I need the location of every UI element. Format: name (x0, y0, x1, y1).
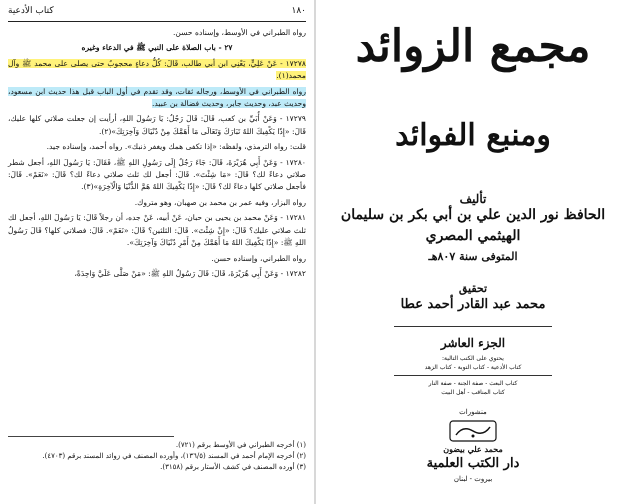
contents-note: يحتوي على الكتب التالية: (442, 355, 504, 362)
highlight-yellow: ١٧٢٧٨ - عَنْ عَلِيٍّ، يَعْنِي ابن أبي طالب، قَالَ: كُلُّ دعاءٍ محجوبٌ حتى يصلى على محمد ﷺ وآل محمد(١). (8, 58, 306, 81)
header-rule (8, 21, 306, 22)
chapter-heading: ٢٧ - باب الصلاة على النبي ﷺ في الدعاء وغيره (81, 43, 233, 53)
book-subtitle: ومنبع الفوائد (395, 118, 551, 153)
divider (394, 375, 552, 376)
contents-note: كتاب البعث - صفة الجنة - صفة النار (428, 380, 518, 387)
author-name: الحافظ نور الدين علي بن أبي بكر بن سليمان (340, 207, 606, 223)
volume-label: الجزء العاشر (440, 336, 506, 350)
hadith-17278 (8, 58, 306, 83)
hadith-17282: ١٧٢٨٢ - وَعَنْ أَبِي هُرَيْرَةَ، قَالَ: قَالَ رَسُولُ اللهِ ﷺ: «مَنْ صَلَّى عَلَيَّ وَاحِدَةً، (74, 268, 306, 278)
editor-label: تحقيق (458, 282, 488, 295)
running-title: كتاب الأدعية (8, 6, 54, 16)
footnote-rule (8, 436, 174, 437)
hadith-17280: ١٧٢٨٠ - وَعَنْ أَبِي هُرَيْرَةَ، قَالَ: جَاءَ رَجُلٌ إِلَى رَسُولِ اللهِ ﷺ، فَقَالَ: يَا رَسُولَ اللهِ، أجعل شطر صلاتي دعاءً لك؟ قَالَ: «مَا شِئْتَ». قَالَ: أجعل لك ثلث صلاتي دعاءً لك؟ قَالَ: «نَعَمْ». قَالَ: فأجعل صلاتي كلها دعاءً لك؟ قَالَ: «إِذًا يَكْفِيكَ اللهُ هَمَّ الدُّنْيَا وَالْآخِرَةِ»(٣). (8, 157, 306, 192)
death-date: المتوفى سنة ٨٠٧هـ (428, 250, 518, 263)
footnote: (٢) أخرجه الإمام أحمد في المسند (١٣٦/٥)، وأورده المصنف في زوائد المسند برقم (٤٧٠٣). (42, 452, 306, 460)
highlight-blue: رواه الطبراني في الأوسط، ورجاله ثقات، وقد تقدم في أول الباب قبل هذا حديث ابن مسعود، وحديث عبد، وحديث جابر، وحديث فضالة بن عبيد. (8, 86, 306, 109)
text-line: رواه الطبراني، وإسناده حسن. (211, 253, 306, 263)
author-nisba: الهيثمي المصري (425, 228, 521, 244)
text-line: رواه الطبراني في الأوسط، وإسناده حسن. (172, 28, 306, 37)
text-line: قلت: رواه الترمذي، ولفظه: «إذا تكفى همك ويغفر ذنبك». رواه أحمد، وإسناده جيد. (46, 142, 306, 152)
contents-note: كتاب الأدعية - كتاب التوبة - كتاب الزهد (424, 364, 522, 371)
publisher-city: بيروت - لبنان (453, 475, 493, 483)
publisher-name: دار الكتب العلمية (426, 456, 520, 471)
text-page (0, 0, 314, 504)
contents-note: كتاب المناقب - أهل البيت (441, 389, 505, 396)
footnotes (8, 440, 306, 473)
publisher-logo-icon (448, 419, 498, 443)
hadith-17281: ١٧٢٨١ - وَعَنْ محمد بن يحيى بن حبان، عَنْ أبيه، عَنْ جده، أن رجلاً قَالَ: يَا رَسُولَ اللهِ، أجعل لك ثلث صلاتي عليك؟ قَالَ: «إِنْ شِئْتَ». قَالَ: الثلثين؟ قَالَ: «نَعَمْ». قَالَ: فصلاتي كلها؟ قَالَ رَسُولُ اللهِ ﷺ: «إِذًا يَكْفِيكَ اللهُ مَا أَهَمَّكَ مِنْ أَمْرِ دُنْيَاكَ وَآخِرَتِكَ». (8, 213, 306, 248)
publisher-owner: محمد علي بيضون (443, 444, 503, 454)
footnote: (١) أخرجه الطبراني في الأوسط برقم (٧٢١). (175, 441, 306, 449)
footnote: (٣) أورده المصنف في كشف الأستار برقم (٣١٥٨). (160, 463, 306, 471)
publisher-label: منشورات (459, 408, 487, 416)
text-line (8, 86, 306, 111)
text-line: رواه البزار، وفيه عمر بن محمد بن صهبان، وهو متروك. (134, 197, 306, 207)
divider (394, 326, 552, 327)
editor-name: محمد عبد القادر أحمد عطا (400, 297, 546, 312)
hadith-17279: ١٧٢٧٩ - وَعَنْ أُبَيِّ بن كعب، قَالَ: قَالَ رَجُلٌ: يَا رَسُولَ اللهِ، أرأيت إن جعلت صلاتي كلها عليك، قَالَ: «إِذًا يَكْفِيكَ اللهُ تَبَارَكَ وَتَعَالَى مَا أَهَمَّكَ مِنْ دُنْيَاكَ وَآخِرَتِكَ»(٢). (8, 114, 306, 136)
book-title: مجمع الزوائد (355, 21, 591, 72)
page-header (8, 6, 306, 20)
title-page (316, 0, 630, 504)
hadith-text (8, 27, 306, 283)
author-label: تأليف (459, 192, 487, 206)
page-number: ١٨٠ (291, 6, 306, 16)
